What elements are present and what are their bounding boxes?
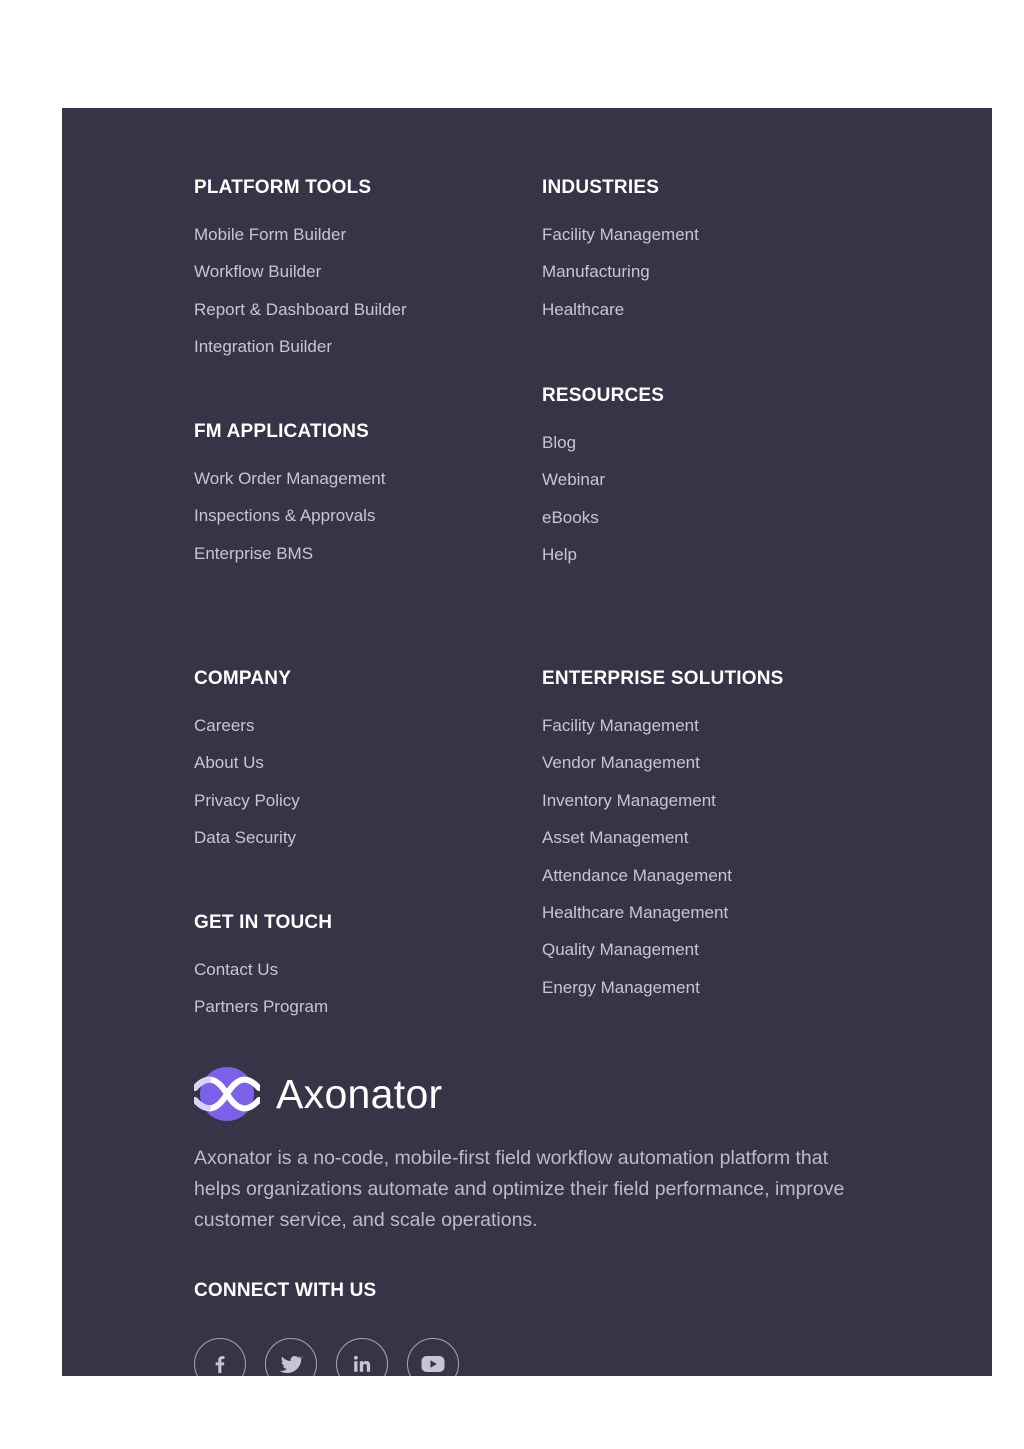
twitter-icon bbox=[279, 1352, 303, 1376]
axonator-logo-icon bbox=[194, 1066, 260, 1122]
link-blog[interactable]: Blog bbox=[542, 433, 577, 452]
link-inspections-approvals[interactable]: Inspections & Approvals bbox=[194, 506, 376, 526]
link-solution-healthcare-management[interactable]: Healthcare Management bbox=[542, 902, 729, 922]
list-item bbox=[194, 223, 407, 260]
list-item bbox=[194, 826, 300, 863]
list-item bbox=[542, 298, 699, 335]
link-integration-builder[interactable]: Integration Builder bbox=[194, 337, 332, 357]
link-industry-facility-management[interactable]: Facility Management bbox=[542, 225, 699, 244]
list-item bbox=[542, 714, 784, 751]
link-mobile-form-builder[interactable]: Mobile Form Builder bbox=[194, 225, 347, 244]
link-data-security[interactable]: Data Security bbox=[194, 828, 297, 848]
platform-tools-heading: PLATFORM TOOLS bbox=[194, 177, 372, 198]
link-contact-us[interactable]: Contact Us bbox=[194, 960, 279, 979]
enterprise-solutions-links bbox=[542, 714, 784, 1013]
list-item bbox=[194, 504, 385, 541]
enterprise-solutions-heading: ENTERPRISE SOLUTIONS bbox=[542, 668, 784, 689]
list-item bbox=[194, 335, 407, 372]
list-item bbox=[542, 938, 784, 975]
list-item bbox=[542, 506, 664, 543]
resources-heading: RESOURCES bbox=[542, 385, 665, 406]
brand-logo-link[interactable] bbox=[194, 1066, 443, 1122]
list-item bbox=[194, 714, 300, 751]
site-footer bbox=[62, 108, 992, 1376]
link-industry-manufacturing[interactable]: Manufacturing bbox=[542, 262, 650, 282]
link-industry-healthcare[interactable]: Healthcare bbox=[542, 299, 625, 319]
list-item bbox=[542, 468, 664, 505]
platform-tools-section bbox=[194, 176, 407, 373]
link-work-order-management[interactable]: Work Order Management bbox=[194, 469, 386, 488]
list-item bbox=[194, 467, 385, 504]
company-links bbox=[194, 714, 300, 864]
list-item bbox=[542, 789, 784, 826]
fm-applications-section bbox=[194, 420, 385, 579]
list-item bbox=[194, 542, 385, 579]
link-enterprise-bms[interactable]: Enterprise BMS bbox=[194, 543, 314, 563]
enterprise-solutions-section bbox=[542, 667, 784, 1013]
link-solution-asset-management[interactable]: Asset Management bbox=[542, 828, 689, 848]
brand-name: Axonator bbox=[276, 1071, 443, 1117]
list-item bbox=[542, 751, 784, 788]
company-heading: COMPANY bbox=[194, 668, 292, 689]
list-item bbox=[542, 260, 699, 297]
link-privacy-policy[interactable]: Privacy Policy bbox=[194, 790, 300, 810]
list-item bbox=[194, 751, 300, 788]
link-solution-vendor-management[interactable]: Vendor Management bbox=[542, 753, 700, 773]
list-item bbox=[542, 976, 784, 1013]
get-in-touch-links bbox=[194, 958, 332, 1033]
facebook-icon bbox=[209, 1353, 231, 1375]
company-section bbox=[194, 667, 300, 864]
industries-heading: INDUSTRIES bbox=[542, 177, 660, 198]
connect-heading: CONNECT WITH US bbox=[194, 1280, 377, 1301]
list-item bbox=[194, 260, 407, 297]
brand-description: Axonator is a no-code, mobile-first field workflow automation platform that helps organizations automate and optimize their field performance, improve customer service, and scale operations. bbox=[194, 1147, 845, 1231]
social-links bbox=[194, 1338, 478, 1376]
list-item bbox=[194, 298, 407, 335]
connect-section bbox=[194, 1279, 376, 1303]
facebook-button[interactable] bbox=[194, 1338, 246, 1376]
link-webinar[interactable]: Webinar bbox=[542, 470, 605, 490]
resources-section bbox=[542, 384, 664, 581]
platform-tools-links bbox=[194, 223, 407, 373]
linkedin-button[interactable] bbox=[336, 1338, 388, 1376]
list-item bbox=[194, 789, 300, 826]
linkedin-icon bbox=[351, 1353, 373, 1375]
link-solution-inventory-management[interactable]: Inventory Management bbox=[542, 790, 716, 810]
list-item bbox=[194, 958, 332, 995]
link-solution-attendance-management[interactable]: Attendance Management bbox=[542, 865, 732, 885]
list-item bbox=[542, 223, 699, 260]
twitter-button[interactable] bbox=[265, 1338, 317, 1376]
get-in-touch-heading: GET IN TOUCH bbox=[194, 912, 333, 933]
industries-links bbox=[542, 223, 699, 335]
link-solution-energy-management[interactable]: Energy Management bbox=[542, 977, 700, 997]
fm-applications-links bbox=[194, 467, 385, 579]
list-item bbox=[542, 543, 664, 580]
fm-applications-heading: FM APPLICATIONS bbox=[194, 421, 370, 442]
link-partners-program[interactable]: Partners Program bbox=[194, 997, 329, 1017]
list-item bbox=[542, 826, 784, 863]
link-ebooks[interactable]: eBooks bbox=[542, 507, 599, 527]
link-report-dashboard-builder[interactable]: Report & Dashboard Builder bbox=[194, 299, 407, 319]
get-in-touch-section bbox=[194, 911, 332, 1033]
link-careers[interactable]: Careers bbox=[194, 716, 255, 735]
link-solution-quality-management[interactable]: Quality Management bbox=[542, 940, 699, 960]
link-about-us[interactable]: About Us bbox=[194, 753, 264, 773]
youtube-button[interactable] bbox=[407, 1338, 459, 1376]
youtube-icon bbox=[420, 1353, 446, 1375]
link-solution-facility-management[interactable]: Facility Management bbox=[542, 716, 699, 735]
list-item bbox=[542, 864, 784, 901]
list-item bbox=[542, 431, 664, 468]
link-help[interactable]: Help bbox=[542, 545, 577, 565]
resources-links bbox=[542, 431, 664, 581]
link-workflow-builder[interactable]: Workflow Builder bbox=[194, 262, 322, 282]
list-item bbox=[542, 901, 784, 938]
industries-section bbox=[542, 176, 699, 335]
list-item bbox=[194, 995, 332, 1032]
